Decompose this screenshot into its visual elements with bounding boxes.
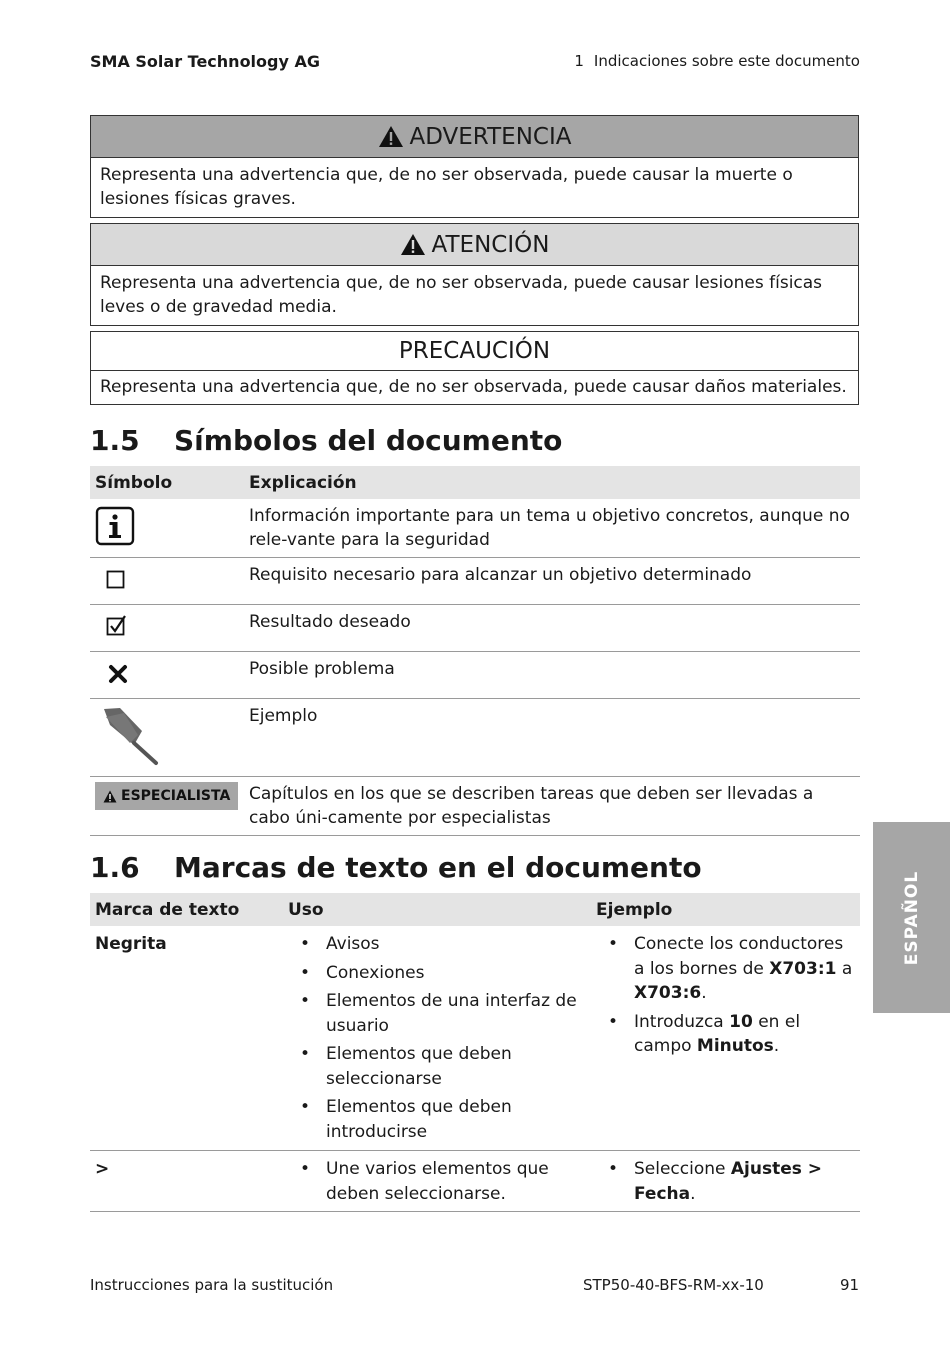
section-heading: Marcas de texto en el documento [174,851,702,884]
list-item: • Elementos de una interfaz de usuario [288,989,586,1038]
caution-header [91,224,858,266]
list-item: • Elementos que deben introducirse [288,1095,586,1144]
notice-text: Representa una advertencia que, de no ser observada, puede causar daños materiales. [100,377,847,397]
text-marks-table [90,893,860,1212]
use-list [288,932,586,1144]
explanation-cell: Resultado deseado [244,605,860,652]
list-item: • Une varios elementos que deben seleccionarse. [288,1157,586,1206]
warning-text: Representa una advertencia que, de no ser observada, puede causar la muerte o lesiones físicas graves. [100,165,793,209]
col-header-symbol: Símbolo [90,466,244,499]
language-tab-label: ESPAÑOL [901,870,922,965]
section-number: 1.5 [90,424,140,457]
caution-notice [90,223,859,326]
language-tab [873,822,950,1013]
footer-doc-code: STP50-40-BFS-RM-xx-10 [583,1276,764,1294]
list-item: • Avisos [288,932,586,957]
company-name: SMA Solar Technology AG [90,52,320,71]
symbol-cell [90,652,244,699]
table-row [90,777,860,836]
symbol-cell [90,605,244,652]
explanation-cell: Información importante para un tema u objetivo concretos, aunque no rele-vante para la seguridad [244,499,860,558]
section-number: 1.6 [90,851,140,884]
table-row [90,699,860,777]
table-row [90,926,860,1151]
caution-title: ATENCIÓN [431,231,550,258]
list-item: • Elementos que deben seleccionarse [288,1042,586,1091]
table-row [90,499,860,558]
list-item: • Conecte los conductores a los bornes de X703:1 a X703:6. [596,932,855,1006]
page-number: 91 [840,1276,860,1294]
example-list [596,1157,855,1206]
table-header-row [90,466,860,499]
caution-text: Representa una advertencia que, de no ser observada, puede causar lesiones físicas leves o de gravedad media. [100,273,823,317]
explanation-cell: Capítulos en los que se describen tareas que deben ser llevadas a cabo úni-camente por especialistas [244,777,860,836]
warning-title: ADVERTENCIA [409,123,572,150]
warning-notice [90,115,859,218]
mark-cell: Negrita [90,926,283,1151]
mark-cell: > [90,1151,283,1212]
list-item: • Seleccione Ajustes > Fecha. [596,1157,855,1206]
specialist-badge [95,782,238,810]
symbol-cell [90,558,244,605]
use-cell [283,926,591,1151]
chapter-title: Indicaciones sobre este documento [593,52,860,70]
warning-triangle-icon [103,790,117,803]
checked-checkbox-icon [106,615,128,637]
example-cell [591,1151,860,1212]
x-mark-icon [108,664,128,684]
chapter-heading [574,52,860,70]
notice-title: PRECAUCIÓN [398,338,551,364]
chapter-number: 1 [574,52,584,70]
notice-box [90,331,859,405]
symbols-table [90,466,860,836]
warning-triangle-icon [378,125,404,148]
symbol-cell [90,499,244,558]
info-icon [95,506,135,546]
explanation-cell: Requisito necesario para alcanzar un objetivo determinado [244,558,860,605]
table-row [90,558,860,605]
col-header-use: Uso [283,893,591,926]
col-header-mark: Marca de texto [90,893,283,926]
use-list [288,1157,586,1206]
empty-checkbox-icon [106,570,126,590]
table-header-row [90,893,860,926]
list-item: • Conexiones [288,961,586,986]
symbol-cell [90,777,244,836]
footer-doc-title: Instrucciones para la sustitución [90,1276,334,1294]
col-header-example: Ejemplo [591,893,860,926]
section-title-symbols [90,424,562,457]
warning-header [91,116,858,158]
table-row [90,605,860,652]
symbol-cell [90,699,244,777]
use-cell [283,1151,591,1212]
col-header-explanation: Explicación [244,466,860,499]
notice-header [91,332,858,371]
explanation-cell: Posible problema [244,652,860,699]
list-item: • Introduzca 10 en el campo Minutos. [596,1010,855,1059]
example-cell [591,926,860,1151]
pushpin-icon [98,705,160,767]
table-row [90,652,860,699]
specialist-badge-label: ESPECIALISTA [121,788,231,804]
section-title-marks [90,851,702,884]
section-heading: Símbolos del documento [174,424,563,457]
table-row [90,1151,860,1212]
explanation-cell: Ejemplo [244,699,860,777]
warning-triangle-icon [400,233,426,256]
example-list [596,932,855,1059]
